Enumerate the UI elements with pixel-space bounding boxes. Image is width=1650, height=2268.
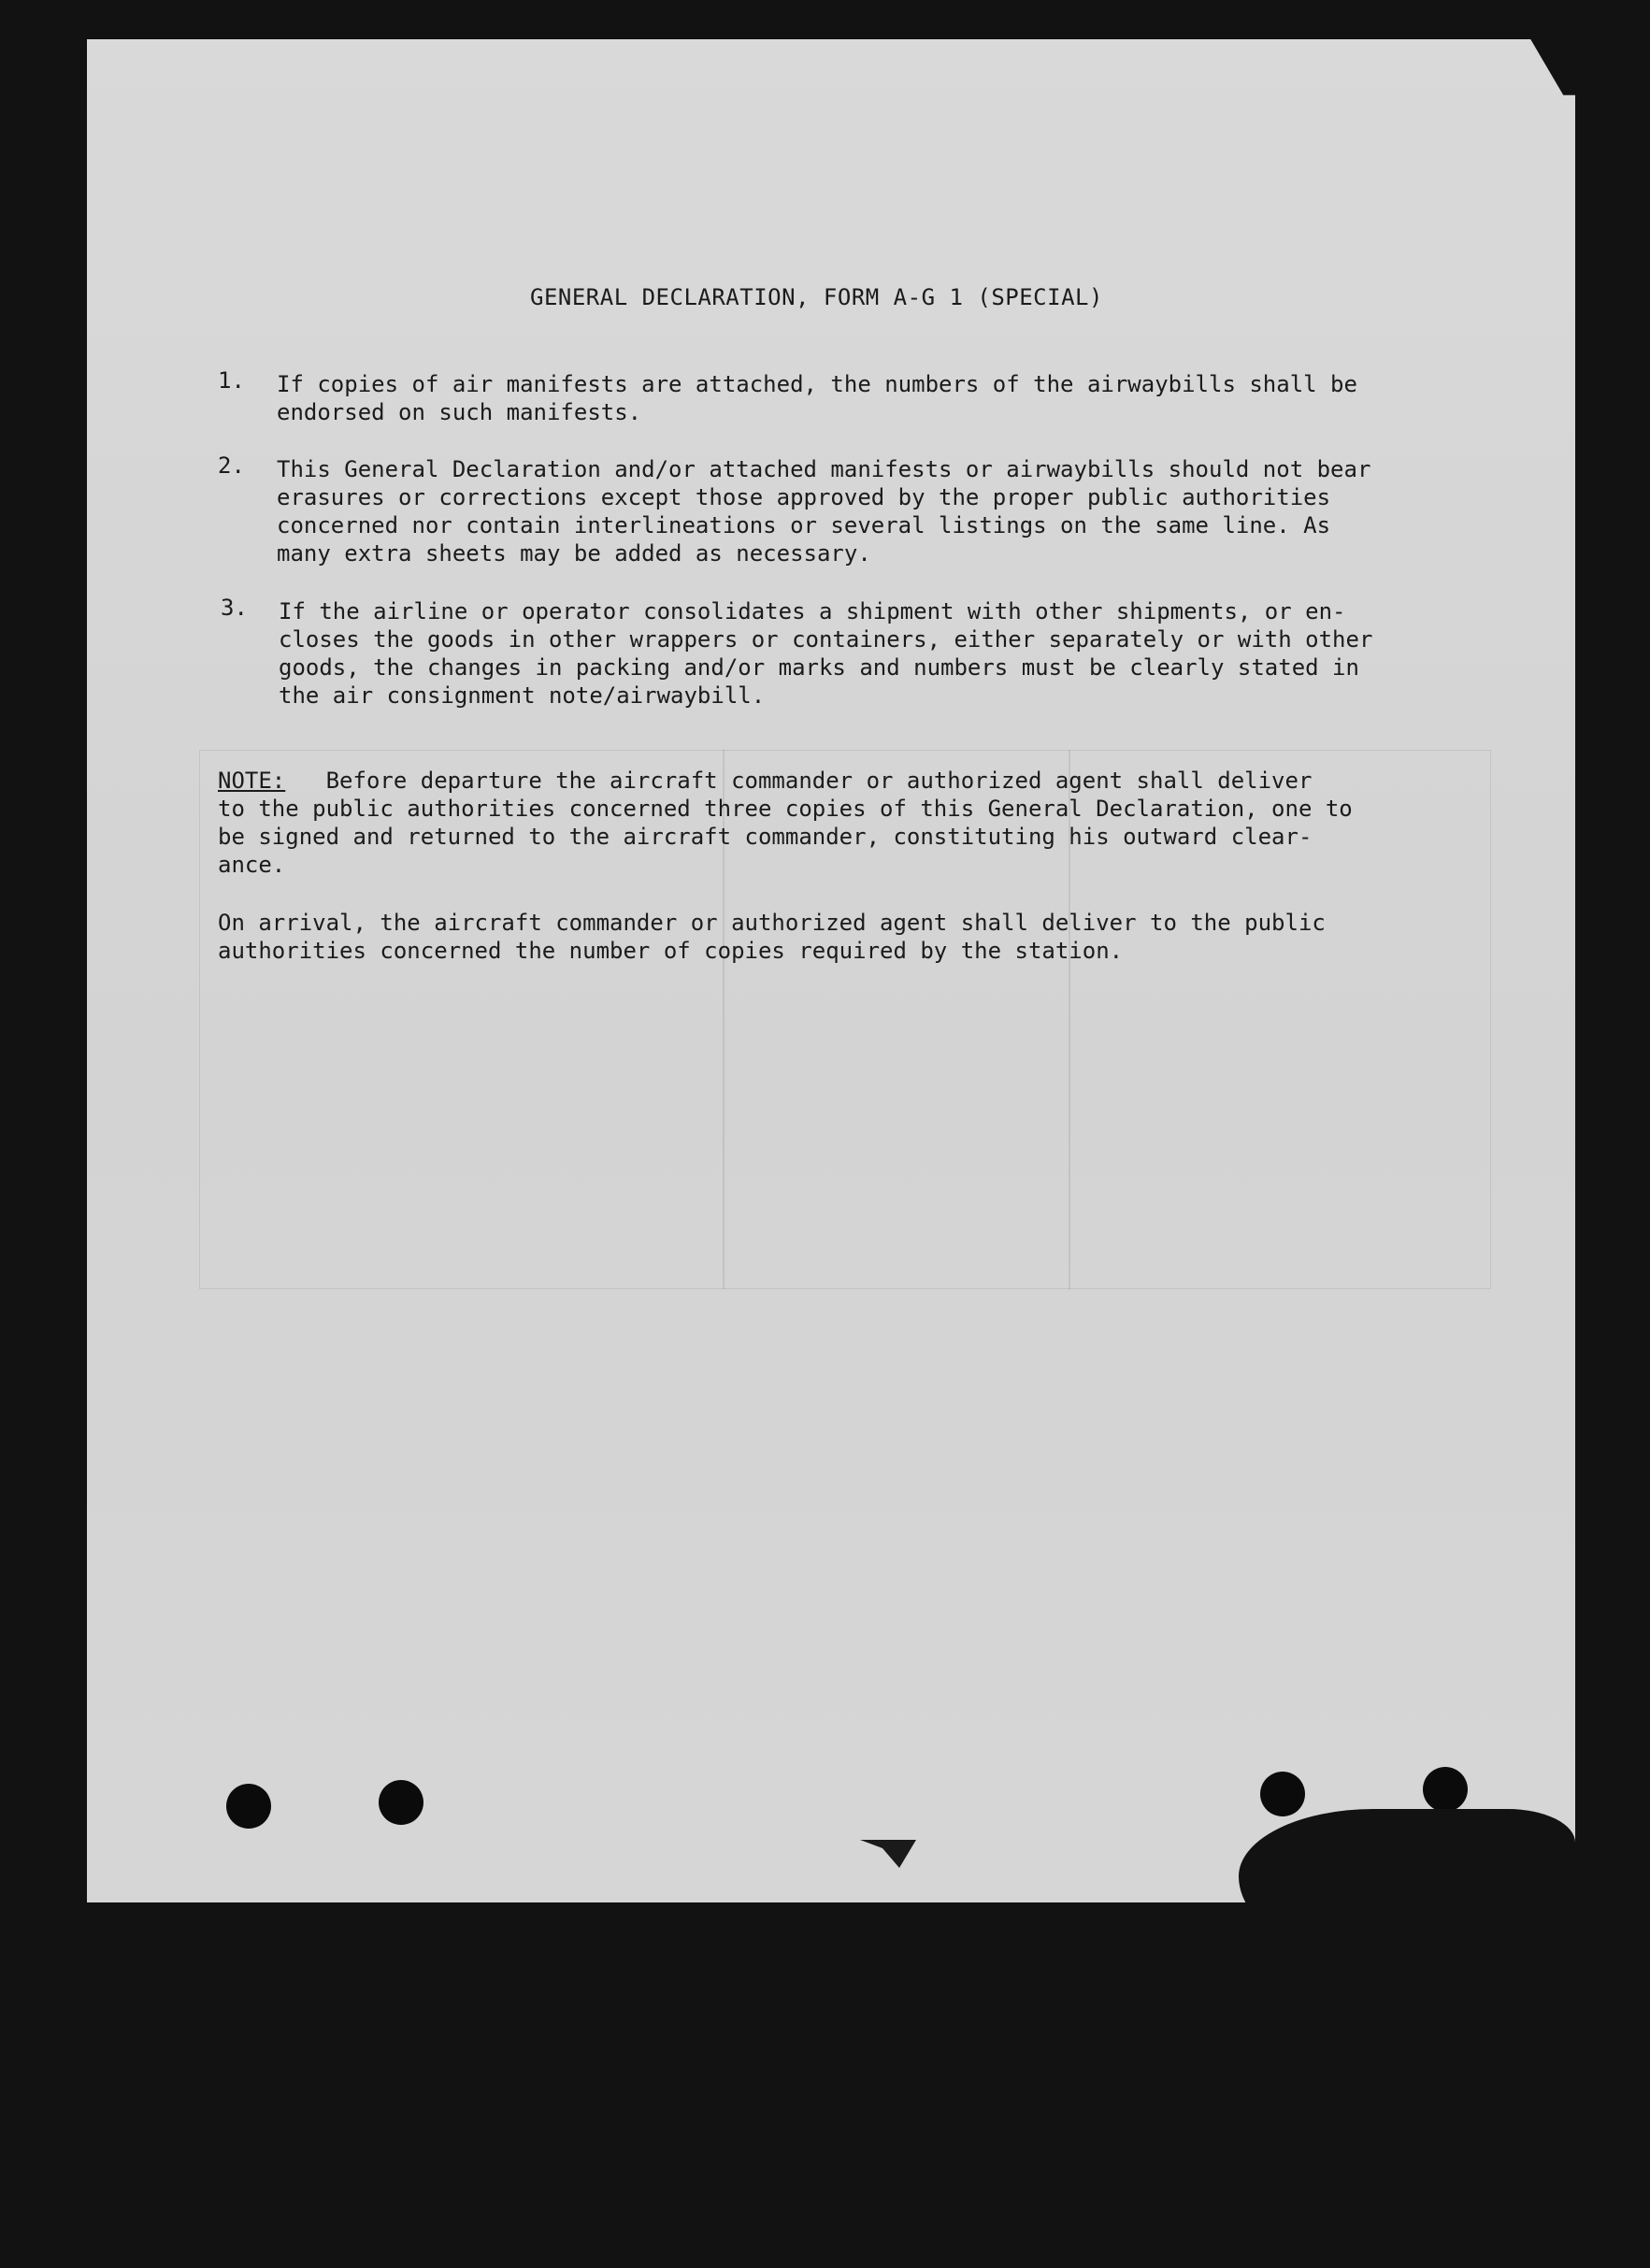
punch-hole — [226, 1784, 271, 1829]
note-line: to the public authorities concerned three copies of this General Declaration, one to — [218, 796, 1353, 822]
arrival-line: authorities concerned the number of copies required by the station. — [218, 938, 1124, 964]
item-line: many extra sheets may be added as necessary. — [277, 540, 871, 567]
item-line: the air consignment note/airwaybill. — [279, 682, 766, 709]
item-number: 2. — [218, 452, 245, 479]
item-line: endorsed on such manifests. — [277, 399, 642, 425]
item-line: erasures or corrections except those approved by the proper public authorities — [277, 484, 1331, 510]
note-text — [218, 767, 1353, 879]
page-title: GENERAL DECLARATION, FORM A-G 1 (SPECIAL) — [530, 284, 1103, 310]
note-first-line-text: Before departure the aircraft commander or authorized agent shall deliver — [285, 768, 1313, 794]
item-text — [277, 370, 1357, 426]
torn-corner — [1239, 1809, 1575, 1977]
punch-hole — [379, 1780, 423, 1825]
item-number: 1. — [218, 367, 245, 394]
item-number: 3. — [221, 595, 248, 621]
item-line: concerned nor contain interlineations or several listings on the same line. As — [277, 512, 1331, 538]
arrival-line: On arrival, the aircraft commander or authorized agent shall deliver to the public — [218, 910, 1326, 936]
punch-hole — [1423, 1767, 1468, 1812]
punch-hole — [1260, 1772, 1305, 1816]
note-line: ance. — [218, 852, 286, 878]
item-line: If copies of air manifests are attached, the numbers of the airwaybills shall be — [277, 371, 1357, 397]
item-text — [279, 597, 1372, 710]
arrival-text — [218, 909, 1326, 965]
item-text — [277, 455, 1370, 567]
document-sheet — [87, 39, 1575, 1902]
item-line: This General Declaration and/or attached manifests or airwaybills should not bear — [277, 456, 1371, 482]
note-label: NOTE: — [218, 768, 286, 794]
item-line: If the airline or operator consolidates a shipment with other shipments, or en- — [279, 598, 1346, 624]
note-line: be signed and returned to the aircraft commander, constituting his outward clear- — [218, 824, 1313, 850]
item-line: closes the goods in other wrappers or containers, either separately or with other — [279, 626, 1373, 653]
item-line: goods, the changes in packing and/or marks and numbers must be clearly stated in — [279, 654, 1359, 681]
note-first-line — [218, 767, 1353, 795]
